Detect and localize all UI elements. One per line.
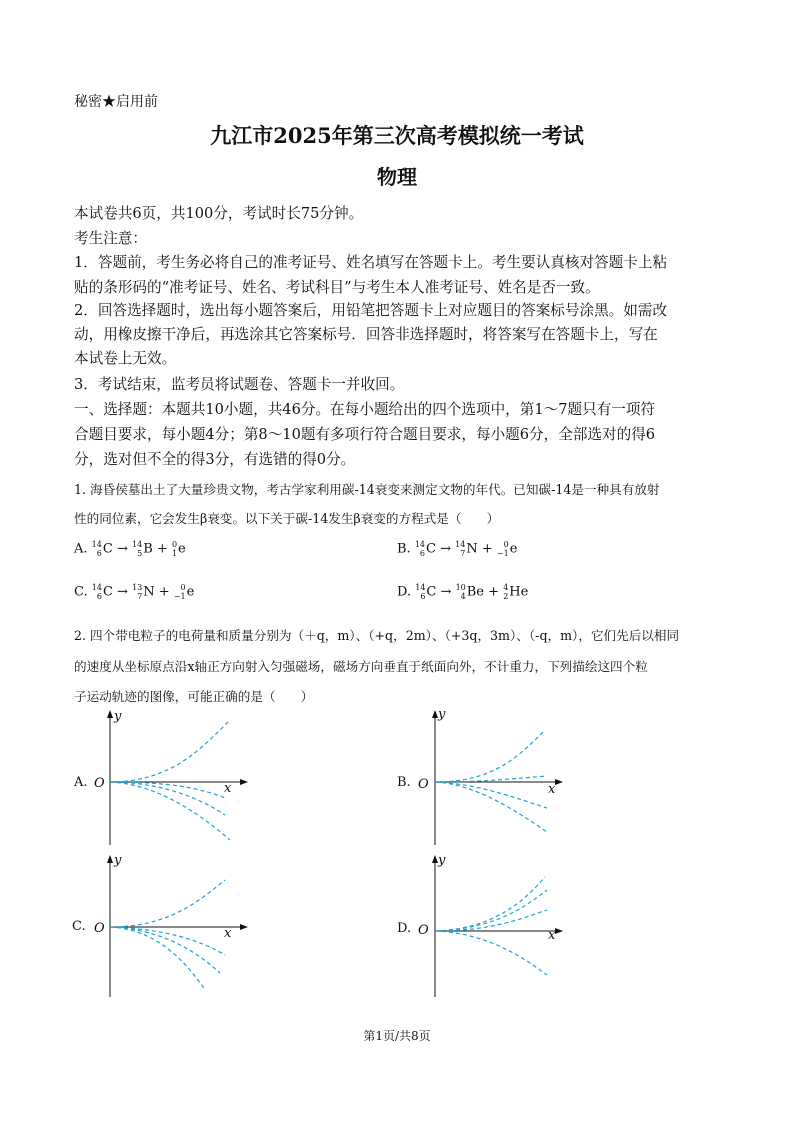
y-axis-label: y <box>438 707 446 722</box>
origin-label: O <box>94 776 105 791</box>
trajectory-curve <box>435 910 547 931</box>
origin-label: O <box>418 923 429 938</box>
trajectory-curve <box>110 927 225 955</box>
option-d[interactable]: D. 14 6C → 10 4Be + 4 2He <box>397 583 529 601</box>
x-axis-label: x <box>548 928 556 943</box>
instruction-line: 本试卷共6页，共100分，考试时长75分钟。 <box>74 205 364 222</box>
origin-label: O <box>418 777 429 792</box>
trajectory-curve <box>435 730 545 782</box>
question-1-text: 性的同位素，它会发生β衰变。以下关于碳-14发生β衰变的方程式是（ ） <box>74 511 500 526</box>
trajectory-curve <box>435 782 547 832</box>
graph-c-label[interactable]: C. <box>72 919 86 934</box>
subject-title: 物理 <box>377 165 417 189</box>
x-axis-label: x <box>224 781 232 796</box>
trajectory-curve <box>110 782 225 815</box>
instruction-line: 本试卷上无效。 <box>74 350 177 367</box>
confidential-mark: 秘密★启用前 <box>74 94 158 110</box>
graph-b-label[interactable]: B. <box>397 775 411 790</box>
exam-title: 九江市2025年第三次高考模拟统一考试 <box>210 123 584 148</box>
section-heading: 合题目要求，每小题4分；第8～10题有多项行符合题目要求，每小题6分，全部选对的得6 <box>74 426 656 443</box>
graph-d <box>425 855 575 1000</box>
instruction-line: 1．答题前，考生务必将自己的准考证号、姓名填写在答题卡上。考生要认真核对答题卡上粘 <box>74 254 668 271</box>
graph-b <box>425 710 575 850</box>
origin-label: O <box>94 921 105 936</box>
option-c[interactable]: C. 14 6C → 13 7N + 0 −1e <box>74 583 195 601</box>
y-axis-label: y <box>114 853 122 868</box>
instruction-line: 动，用橡皮擦干净后，再选涂其它答案标号．回答非选择题时，将答案写在答题卡上，写在 <box>74 326 658 343</box>
instruction-line: 贴的条形码的“准考证号、姓名、考试科目”与考生本人准考证号、姓名是否一致。 <box>74 279 600 296</box>
page-footer: 第1页/共8页 <box>363 1029 431 1043</box>
trajectory-curve <box>110 782 230 840</box>
x-axis-label: x <box>548 782 556 797</box>
question-1-text: 1. 海昏侯墓出土了大量珍贵文物，考古学家利用碳-14衰变来测定文物的年代。已知碳-14是一种具有放射 <box>74 482 660 497</box>
option-b[interactable]: B. 14 6C → 14 7N + 0 −1e <box>397 540 518 558</box>
instruction-line: 2．回答选择题时，选出每小题答案后，用铅笔把答题卡上对应题目的答案标号涂黑。如需改 <box>74 302 668 319</box>
graph-a-label[interactable]: A. <box>74 775 88 790</box>
trajectory-curve <box>110 927 205 990</box>
x-axis-label: x <box>224 926 232 941</box>
option-a[interactable]: A. 14 6C → 14 5B + 0 1e <box>74 540 186 558</box>
question-2-text: 子运动轨迹的图像，可能正确的是（ ） <box>74 689 314 704</box>
y-axis-label: y <box>114 709 122 724</box>
instruction-line: 3．考试结束，监考员将试题卷、答题卡一并收回。 <box>74 376 405 393</box>
graph-d-label[interactable]: D. <box>397 921 412 936</box>
graph-c <box>100 855 250 1000</box>
trajectory-curve <box>110 880 225 927</box>
instruction-line: 考生注意： <box>74 230 147 247</box>
graph-a <box>100 710 250 850</box>
question-2-text: 的速度从坐标原点沿x轴正方向射入匀强磁场，磁场方向垂直于纸面向外，不计重力，下列描绘这四个粒 <box>74 659 648 674</box>
section-heading: 分，选对但不全的得3分，有选错的得0分。 <box>74 451 356 468</box>
trajectory-curve <box>435 931 547 975</box>
section-heading: 一、选择题：本题共10小题，共46分。在每小题给出的四个选项中，第1～7题只有一项符 <box>74 401 656 418</box>
trajectory-curve <box>110 927 220 973</box>
trajectory-curve <box>110 722 228 782</box>
trajectory-curve <box>435 782 547 808</box>
question-2-text: 2. 四个带电粒子的电荷量和质量分别为（＋q，m）、（+q，2m）、（+3q，3m）、（-q，m），它们先后以相同 <box>74 628 680 643</box>
y-axis-label: y <box>438 853 446 868</box>
trajectory-curve <box>435 890 547 931</box>
